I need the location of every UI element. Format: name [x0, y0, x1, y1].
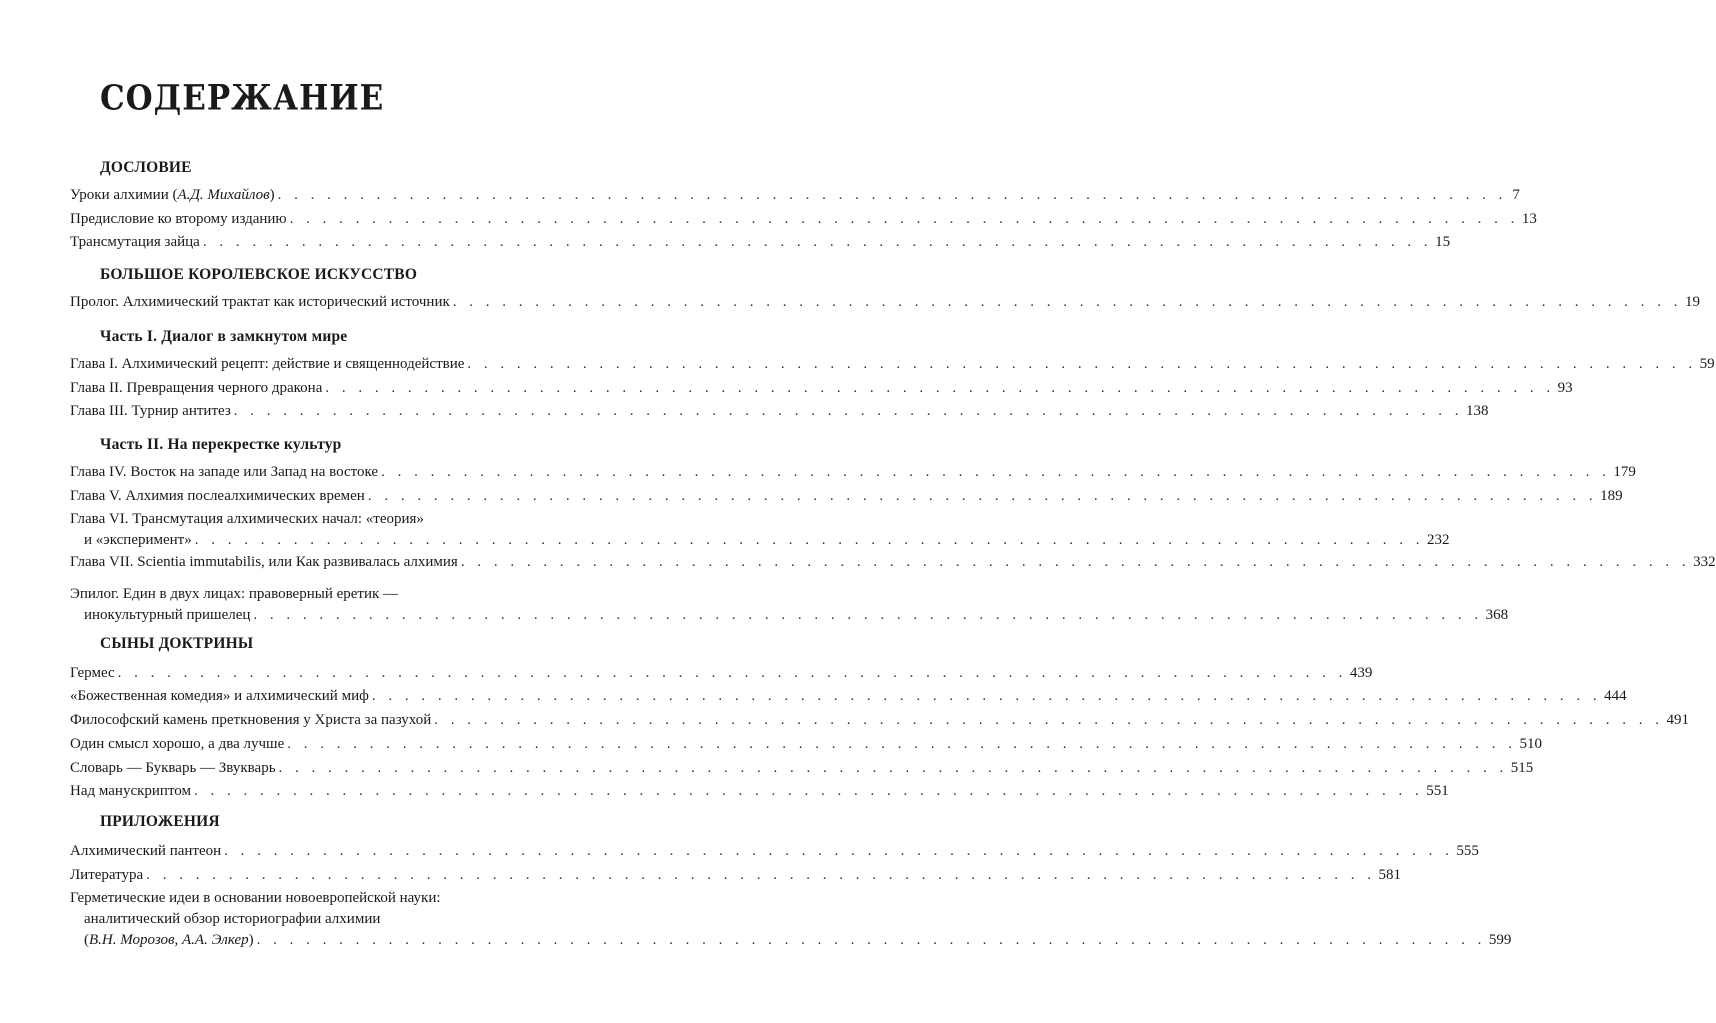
entry-title: Алхимический пантеон: [70, 843, 222, 859]
toc-entry[interactable]: [70, 865, 1401, 886]
dot-leader: . . . . . . . . . . . . . . . . . . . . . . . . . . . . . . . . . . . . . . . . . . . . . . . . . . . . . . . . . . . . . . . . . . . . . . . . . . .: [371, 688, 1602, 704]
entry-title: Предисловие ко второму изданию: [70, 211, 287, 227]
entry-title-line: аналитический обзор историографии алхимии: [84, 911, 381, 927]
page-number: 599: [1488, 932, 1512, 948]
page-number: 59: [1699, 356, 1715, 372]
toc-entry[interactable]: [70, 781, 1449, 802]
page-number: 138: [1466, 403, 1489, 419]
dot-leader: . . . . . . . . . . . . . . . . . . . . . . . . . . . . . . . . . . . . . . . . . . . . . . . . . . . . . . . . . . . . . . . . . . . . . . . . . . .: [253, 607, 1483, 623]
toc-entry[interactable]: [70, 734, 1542, 755]
section-heading-preface: ДОСЛОВИЕ: [100, 159, 192, 176]
page-number: 368: [1485, 607, 1509, 623]
page-number: 332: [1693, 554, 1716, 570]
dot-leader: . . . . . . . . . . . . . . . . . . . . . . . . . . . . . . . . . . . . . . . . . . . . . . . . . . . . . . . . . . . . . . . . . . . . . . . . . . .: [381, 464, 1611, 480]
page-number: 551: [1426, 783, 1449, 799]
page-number: 15: [1435, 234, 1451, 250]
toc-entry[interactable]: [70, 378, 1573, 399]
page-number: 439: [1349, 665, 1373, 681]
entry-title: Словарь — Букварь — Звукварь: [70, 760, 276, 776]
entry-title-line: Эпилог. Един в двух лицах: правоверный еретик —: [70, 586, 399, 602]
entry-title: Глава I. Алхимический рецепт: действие и священнодействие: [70, 356, 465, 372]
page-title: СОДЕРЖАНИЕ: [100, 78, 385, 119]
entry-title: Глава III. Турнир антитез: [70, 403, 231, 419]
toc-entry[interactable]: Уроки алхимии (А.Д. Михайлов) . . . . . . . . . . . . . . . . . . . . . . . . . . . . . . . . . . . . . . . . . . . . . . . . . . . . . . . . . . . . . . . . . . . . . . . . . . . 7: [70, 185, 616, 206]
dot-leader: . . . . . . . . . . . . . . . . . . . . . . . . . . . . . . . . . . . . . . . . . . . . . . . . . . . . . . . . . . . . . . . . . . . . . . . . . . .: [146, 867, 1376, 883]
entry-title: Глава IV. Восток на западе или Запад на востоке: [70, 464, 379, 480]
page-number: 515: [1510, 760, 1534, 776]
page-number: 555: [1456, 843, 1479, 859]
section-heading-royal-art: БОЛЬШОЕ КОРОЛЕВСКОЕ ИСКУССТВО: [100, 266, 418, 283]
toc-entry[interactable]: [70, 462, 1636, 483]
toc-entry[interactable]: [70, 552, 1716, 573]
dot-leader: . . . . . . . . . . . . . . . . . . . . . . . . . . . . . . . . . . . . . . . . . . . . . . . . . . . . . . . . . . . . . . . . . . . . . . . . . . .: [194, 532, 1424, 548]
entry-title-line: инокультурный пришелец: [84, 607, 251, 623]
entry-title: Трансмутация зайца: [70, 234, 200, 250]
toc-entry[interactable]: [70, 292, 1701, 313]
dot-leader: . . . . . . . . . . . . . . . . . . . . . . . . . . . . . . . . . . . . . . . . . . . . . . . . . . . . . . . . . . . . . . . . . . . . . . . . . . .: [194, 783, 1424, 799]
entry-title: Глава VII. Scientia immutabilis, или Как развивалась алхимия: [70, 554, 458, 570]
toc-entry[interactable]: [70, 686, 1627, 707]
toc-entry[interactable]: [70, 209, 1537, 230]
page-number: 179: [1613, 464, 1636, 480]
entry-title-line: Глава VI. Трансмутация алхимических начал: «теория»: [70, 511, 424, 527]
entry-author: А.Д. Михайлов: [177, 187, 270, 203]
toc-entry[interactable]: [70, 401, 1489, 422]
entry-title: Глава V. Алхимия послеалхимических времен: [70, 488, 365, 504]
page-number: 93: [1557, 380, 1573, 396]
entry-title-line: Герметические идеи в основании новоевропейской науки:: [70, 890, 441, 906]
dot-leader: . . . . . . . . . . . . . . . . . . . . . . . . . . . . . . . . . . . . . . . . . . . . . . . . . . . . . . . . . . . . . . . . . . . . . . . . . . .: [117, 665, 1347, 681]
dot-leader: . . . . . . . . . . . . . . . . . . . . . . . . . . . . . . . . . . . . . . . . . . . . . . . . . . . . . . . . . . . . . . . . . . . . . . . . . . .: [233, 403, 1464, 419]
dot-leader: . . . . . . . . . . . . . . . . . . . . . . . . . . . . . . . . . . . . . . . . . . . . . . . . . . . . . . . . . . . . . . . . . . . . . . . . . . .: [434, 712, 1664, 728]
page-number: 232: [1426, 532, 1450, 548]
toc-entry[interactable]: [70, 841, 1479, 862]
page-number: 189: [1600, 488, 1623, 504]
entry-title: Гермес: [70, 665, 115, 681]
entry-title: Глава II. Превращения черного дракона: [70, 380, 323, 396]
dot-leader: . . . . . . . . . . . . . . . . . . . . . . . . . . . . . . . . . . . . . . . . . . . . . . . . . . . . . . . . . . . . . . . . . . . . . . . . . . .: [278, 760, 1508, 776]
toc-entry-multiline[interactable]: Герметические идеи в основании новоевропейской науки: аналитический обзор историографии алхимии (В.Н. Морозов, А.А. Элкер) . . . . . . . . . . . . . . . . . . . . . . . . . . . . . . . . . . . . . . . . . . . . . . . . . . . . . . . . . . . . . . . . . . . . . . . . . . . 599: [70, 888, 616, 951]
entry-title: Над манускриптом: [70, 783, 192, 799]
toc-entry[interactable]: [70, 663, 1373, 684]
dot-leader: . . . . . . . . . . . . . . . . . . . . . . . . . . . . . . . . . . . . . . . . . . . . . . . . . . . . . . . . . . . . . . . . . . . . . . . . . . .: [452, 294, 1683, 310]
page-number: 491: [1666, 712, 1690, 728]
part-heading-1: Часть I. Диалог в замкнутом мире: [100, 328, 348, 345]
dot-leader: . . . . . . . . . . . . . . . . . . . . . . . . . . . . . . . . . . . . . . . . . . . . . . . . . . . . . . . . . . . . . . . . . . . . . . . . . . .: [287, 736, 1517, 752]
entry-title-line: и «эксперимент»: [84, 532, 192, 548]
dot-leader: . . . . . . . . . . . . . . . . . . . . . . . . . . . . . . . . . . . . . . . . . . . . . . . . . . . . . . . . . . . . . . . . . . . . . . . . . . .: [467, 356, 1697, 372]
toc-entry[interactable]: [70, 758, 1534, 779]
section-heading-sons: СЫНЫ ДОКТРИНЫ: [100, 635, 254, 652]
dot-leader: . . . . . . . . . . . . . . . . . . . . . . . . . . . . . . . . . . . . . . . . . . . . . . . . . . . . . . . . . . . . . . . . . . . . . . . . . . .: [460, 554, 1691, 570]
dot-leader: . . . . . . . . . . . . . . . . . . . . . . . . . . . . . . . . . . . . . . . . . . . . . . . . . . . . . . . . . . . . . . . . . . . . . . . . . . .: [289, 211, 1519, 227]
toc-entry-multiline[interactable]: [70, 584, 1509, 626]
page-number: 13: [1521, 211, 1537, 227]
dot-leader: . . . . . . . . . . . . . . . . . . . . . . . . . . . . . . . . . . . . . . . . . . . . . . . . . . . . . . . . . . . . . . . . . . . . . . . . . . .: [367, 488, 1598, 504]
dot-leader: . . . . . . . . . . . . . . . . . . . . . . . . . . . . . . . . . . . . . . . . . . . . . . . . . . . . . . . . . . . . . . . . . . . . . . . . . . .: [325, 380, 1555, 396]
page-number: 510: [1519, 736, 1542, 752]
toc-entry[interactable]: [70, 710, 1690, 731]
dot-leader: . . . . . . . . . . . . . . . . . . . . . . . . . . . . . . . . . . . . . . . . . . . . . . . . . . . . . . . . . . . . . . . . . . . . . . . . . . .: [256, 932, 1486, 948]
entry-title: «Божественная комедия» и алхимический миф: [70, 688, 369, 704]
toc-entry[interactable]: [70, 486, 1623, 507]
page-number: 7: [1512, 187, 1520, 203]
toc-entry-multiline[interactable]: [70, 509, 1450, 551]
section-heading-appendix: ПРИЛОЖЕНИЯ: [100, 813, 220, 830]
entry-title: Пролог. Алхимический трактат как исторический источник: [70, 294, 450, 310]
entry-title: Философский камень преткновения у Христа за пазухой: [70, 712, 432, 728]
page-number: 581: [1378, 867, 1401, 883]
dot-leader: . . . . . . . . . . . . . . . . . . . . . . . . . . . . . . . . . . . . . . . . . . . . . . . . . . . . . . . . . . . . . . . . . . . . . . . . . . .: [277, 187, 1507, 203]
entry-authors: В.Н. Морозов, А.А. Элкер: [89, 932, 249, 948]
toc-entry[interactable]: [70, 354, 1715, 375]
entry-title: Один смысл хорошо, а два лучше: [70, 736, 285, 752]
page-number: 19: [1685, 294, 1701, 310]
part-heading-2: Часть II. На перекрестке культур: [100, 436, 342, 453]
page-number: 444: [1604, 688, 1627, 704]
entry-title: Литература: [70, 867, 144, 883]
dot-leader: . . . . . . . . . . . . . . . . . . . . . . . . . . . . . . . . . . . . . . . . . . . . . . . . . . . . . . . . . . . . . . . . . . . . . . . . . . .: [202, 234, 1433, 250]
dot-leader: . . . . . . . . . . . . . . . . . . . . . . . . . . . . . . . . . . . . . . . . . . . . . . . . . . . . . . . . . . . . . . . . . . . . . . . . . . .: [224, 843, 1454, 859]
toc-entry[interactable]: [70, 232, 1451, 253]
